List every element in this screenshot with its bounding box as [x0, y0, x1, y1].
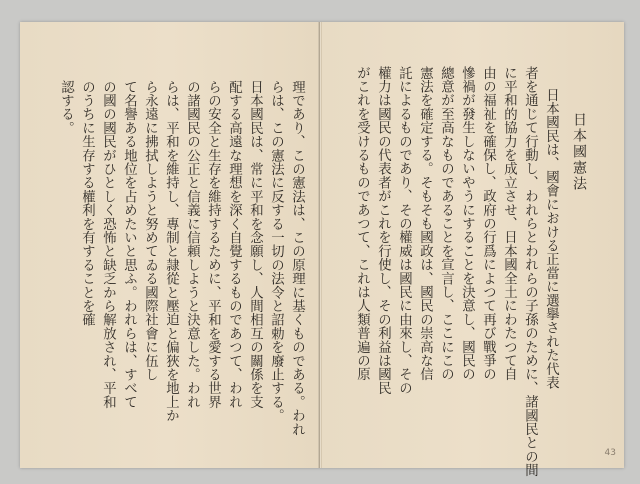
right-line-9: 權力は國民の代表者がこれを行使し、その利益は國民 — [375, 66, 391, 395]
page-title: 日本國憲法 — [571, 112, 587, 192]
booklet-spread — [20, 22, 624, 477]
left-line-7: らは、平和を維持し、專制と隷從と壓迫と偏狹を地上か — [163, 80, 179, 423]
left-line-8: ら永遠に拂拭しようと努めてゐる國際社會に伍し — [142, 80, 158, 382]
left-line-5: らの安全と生存を維持するために、平和を愛する世界 — [205, 80, 221, 409]
left-line-4: 配する高遠な理想を深く自覺するものであつて、われ — [226, 80, 242, 409]
right-line-4: 由の福祉を確保し、政府の行爲によつて再び戰爭の — [480, 66, 496, 382]
right-page — [321, 22, 624, 477]
left-line-11: のうちに生存する權利を有することを確 — [79, 80, 95, 327]
right-line-2: 者を通じて行動し、われらとわれらの子孫のために、諸國民との間 — [522, 66, 538, 477]
right-line-7: 憲法を確定する。そもそも國政は、國民の崇高な信 — [417, 66, 433, 382]
right-line-8: 託によるものであり、その權威は國民に由來し、その — [396, 66, 412, 395]
right-line-5: 慘禍が發生しないやうにすることを決意し、國民の — [459, 66, 475, 382]
page-number: 43 — [604, 448, 616, 458]
right-line-6: 總意が至高なものであることを宣言し、ここにこの — [438, 66, 454, 382]
left-line-3: 日本國民は、常に平和を念願し、人間相互の關係を支 — [247, 80, 263, 409]
right-line-1: 日本國民は、國會における正當に選擧された代表 — [543, 88, 559, 390]
left-line-12: 認する。 — [58, 80, 74, 135]
right-line-3: に平和的協力を成立させ、日本國全土にわたつて自 — [501, 66, 517, 382]
left-line-10: の國の國民がひとしく恐怖と缺乏から解放され、平和 — [100, 80, 116, 409]
left-line-2: らは、この憲法に反する一切の法令と詔勅を廢止する。 — [268, 80, 284, 423]
left-line-9: て名譽ある地位を占めたいと思ふ。われらは、すべて — [121, 80, 137, 409]
left-line-1: 理であり、この憲法は、この原理に基くものである。われ — [289, 80, 305, 437]
left-page — [20, 22, 320, 468]
right-line-10: がこれを受けるものであつて、これは人類普遍の原 — [354, 66, 370, 382]
left-line-6: の諸國民の公正と信義に信頼しようと決意した。われ — [184, 80, 200, 409]
